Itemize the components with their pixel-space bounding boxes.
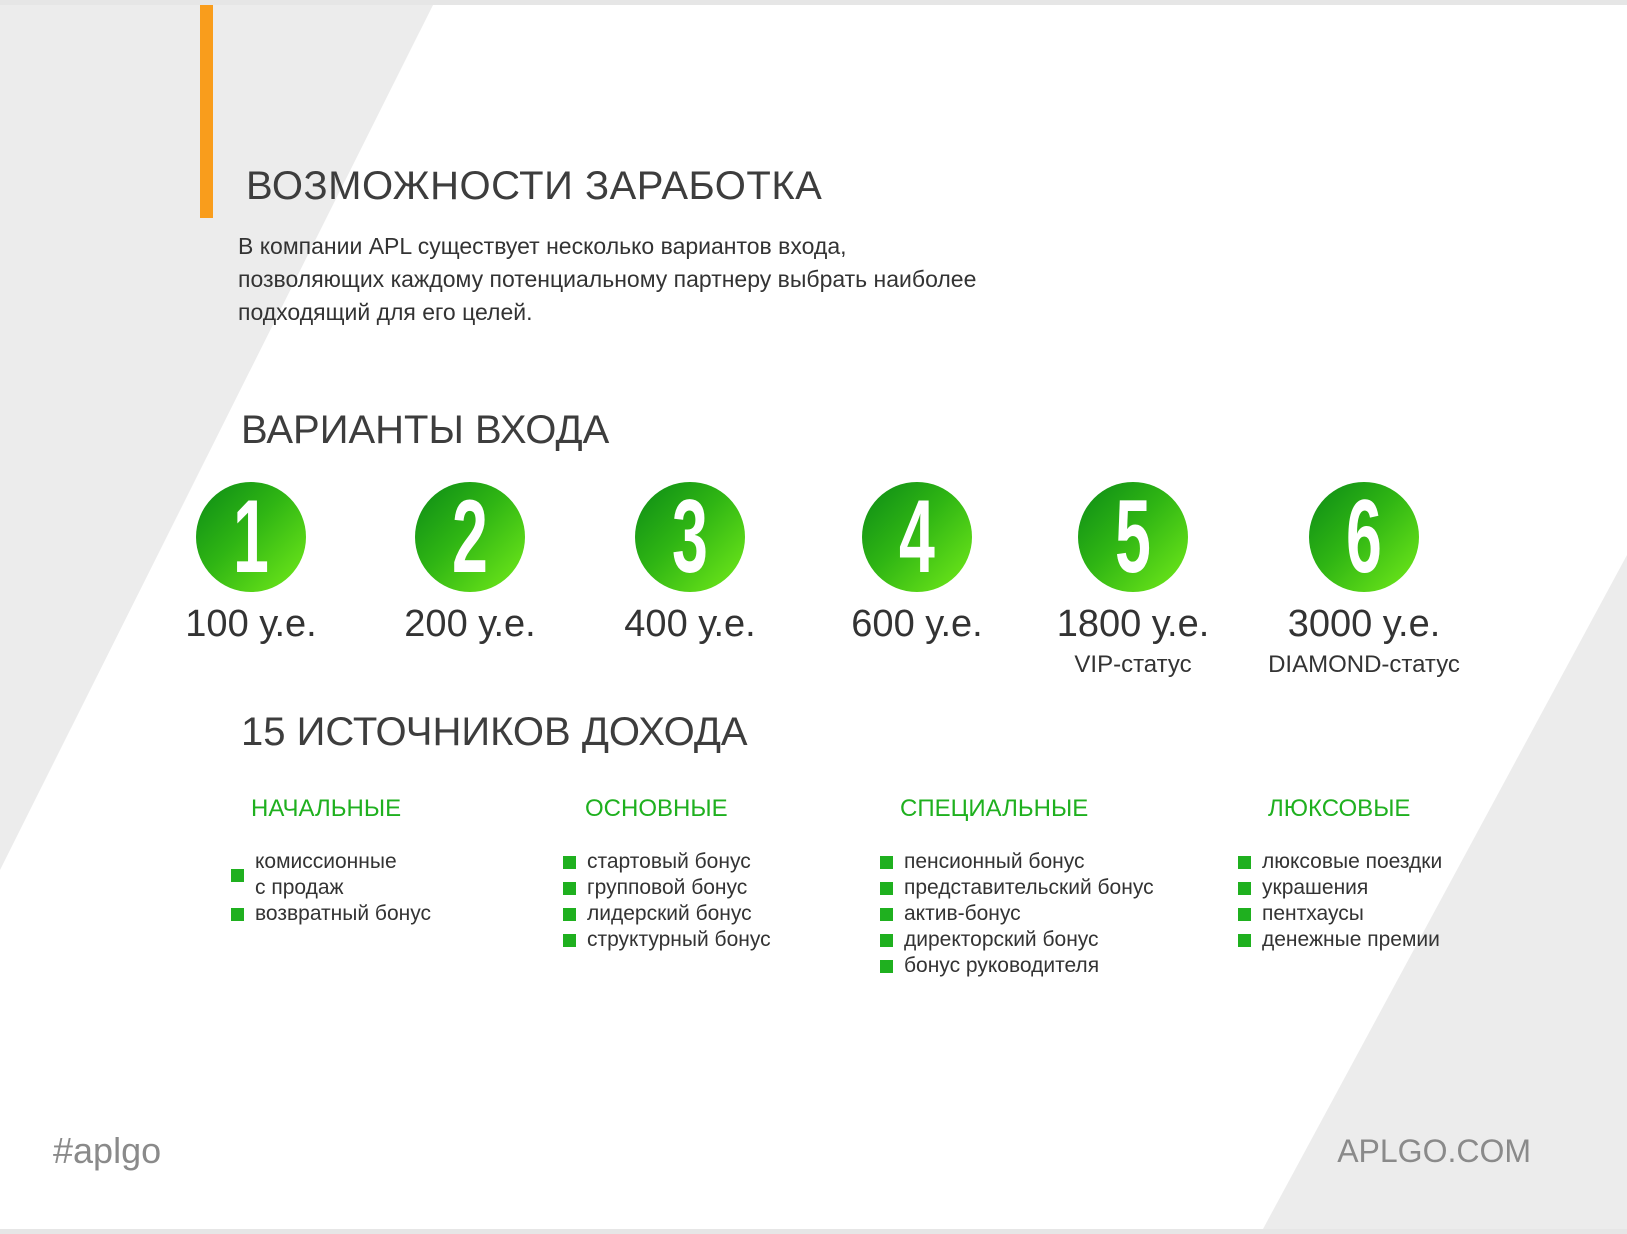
intro-text: В компании APL существует несколько вариантов входа, позволяющих каждому потенциальному партнеру выбрать наиболее подходящий для его целей.	[238, 233, 977, 325]
income-column-luxury	[1238, 795, 1442, 953]
list-item: пентхаусы	[1238, 901, 1442, 927]
list-item: структурный бонус	[563, 927, 771, 953]
option-number: 6	[1346, 482, 1382, 592]
column-list	[1238, 849, 1442, 953]
number-circle	[1078, 482, 1188, 592]
list-item: групповой бонус	[563, 875, 771, 901]
income-column-special	[880, 795, 1154, 979]
option-price: 600 у.е.	[851, 603, 983, 645]
entry-option-2	[350, 482, 590, 646]
list-item: люксовые поездки	[1238, 849, 1442, 875]
footer-hashtag: #aplgo	[53, 1130, 162, 1171]
list-item: украшения	[1238, 875, 1442, 901]
list-item-text: комиссионные	[255, 850, 397, 873]
column-title: СПЕЦИАЛЬНЫЕ	[900, 795, 1089, 822]
list-item-text: с продаж	[255, 876, 344, 899]
list-item: денежные премии	[1238, 927, 1442, 953]
option-price: 200 у.е.	[404, 603, 536, 645]
column-title: НАЧАЛЬНЫЕ	[251, 795, 402, 822]
list-item: представительский бонус	[880, 875, 1154, 901]
list-item: пенсионный бонус	[880, 849, 1154, 875]
list-item: лидерский бонус	[563, 901, 771, 927]
accent-bar	[200, 5, 213, 218]
option-number: 2	[452, 482, 488, 592]
entry-option-1	[131, 482, 371, 646]
number-circle	[196, 482, 306, 592]
option-price: 3000 у.е.	[1287, 603, 1441, 645]
list-item	[231, 849, 431, 901]
list-item: возвратный бонус	[231, 901, 431, 927]
column-list	[563, 849, 771, 953]
list-item: бонус руководителя	[880, 953, 1154, 979]
bottom-border	[0, 1229, 1627, 1234]
entry-options-heading: ВАРИАНТЫ ВХОДА	[241, 408, 610, 452]
list-item: директорский бонус	[880, 927, 1154, 953]
option-number: 5	[1115, 482, 1151, 592]
number-circle	[635, 482, 745, 592]
top-border	[0, 0, 1627, 5]
income-column-initial	[231, 795, 431, 927]
entry-option-4	[797, 482, 1037, 646]
number-circle	[415, 482, 525, 592]
option-number: 3	[672, 482, 708, 592]
list-item: актив-бонус	[880, 901, 1154, 927]
entry-option-6	[1244, 482, 1484, 680]
entry-option-5	[1013, 482, 1253, 680]
income-sources-heading: 15 ИСТОЧНИКОВ ДОХОДА	[241, 710, 748, 754]
income-column-main	[563, 795, 771, 953]
number-circle	[862, 482, 972, 592]
option-price: 100 у.е.	[185, 603, 317, 645]
page-title: ВОЗМОЖНОСТИ ЗАРАБОТКА	[246, 164, 823, 208]
option-number: 4	[899, 482, 935, 592]
number-circle	[1309, 482, 1419, 592]
footer-website: APLGO.COM	[1337, 1133, 1531, 1169]
column-list	[880, 849, 1154, 979]
option-status: VIP-статус	[1074, 651, 1192, 678]
option-price: 1800 у.е.	[1056, 603, 1210, 645]
column-title: ЛЮКСОВЫЕ	[1268, 795, 1411, 822]
option-status: DIAMOND-статус	[1268, 651, 1460, 678]
entry-option-3	[570, 482, 810, 646]
column-list	[231, 849, 431, 927]
option-price: 400 у.е.	[624, 603, 756, 645]
list-item: стартовый бонус	[563, 849, 771, 875]
column-title: ОСНОВНЫЕ	[585, 795, 728, 822]
option-number: 1	[233, 482, 269, 592]
